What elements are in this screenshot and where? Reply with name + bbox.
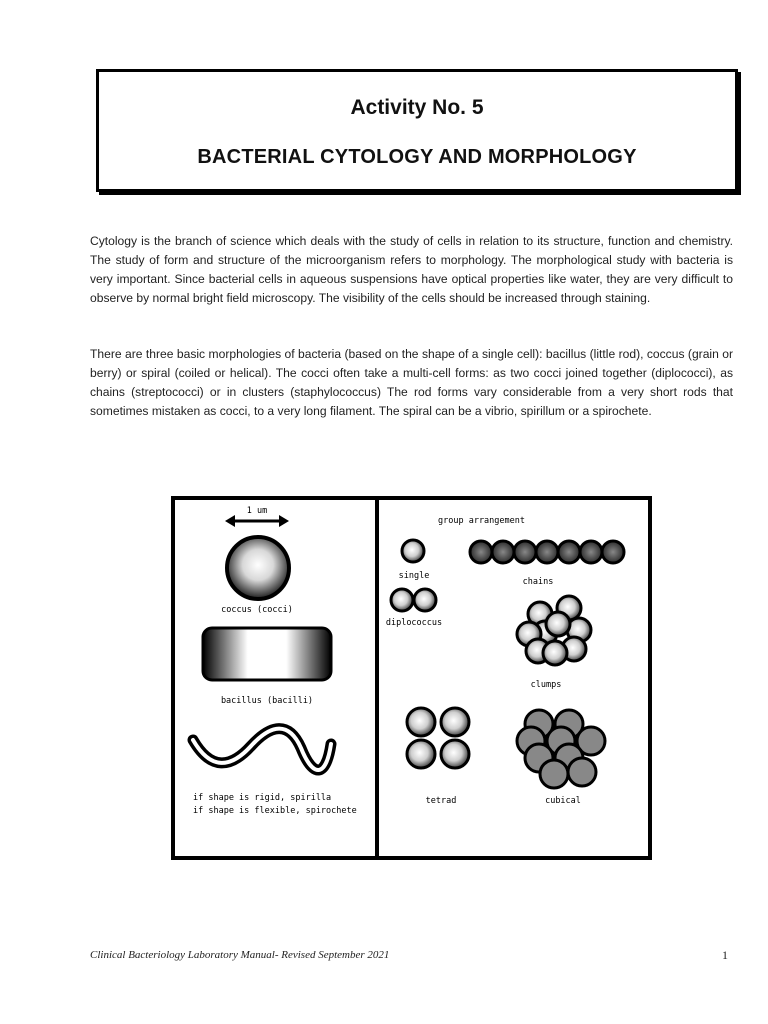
spiral-label-rigid: if shape is rigid, spirilla	[193, 793, 332, 803]
morphology-figure	[171, 496, 652, 860]
single-label: single	[398, 571, 430, 581]
cubical-label: cubical	[545, 796, 581, 806]
paragraph-cytology: Cytology is the branch of science which deals with the study of cells in relation to its structure, function and chemistry. The study of form and structure of the microorganism refers to morphology. The morphological study with bacteria is very important. Since bacterial cells in aqueous suspensions have optical properties like water, they are very difficult to observe by normal bright field microscopy. The visibility of the cells should be increased through staining.	[90, 234, 733, 305]
spiral-label-flexible: if shape is flexible, spirochete	[193, 806, 357, 816]
single-coccus	[402, 540, 424, 562]
paragraph-morphologies: There are three basic morphologies of bacteria (based on the shape of a single cell): bacillus (little rod), coccus (grain or berry) or spiral (coiled or helical). The cocci often take a multi-cell forms: as two cocci joined together (diplococci), as chains (streptococci) or in clusters (staphylococcus) The rod forms vary considerable from a very short rods that sometimes mistaken as cocci, to a very long filament. The spiral can be a vibrio, spirillum or a spirochete.	[90, 347, 733, 418]
footer-manual-title: Clinical Bacteriology Laboratory Manual- Revised September 2021	[90, 949, 390, 961]
scale-label: 1 um	[246, 506, 268, 516]
group-arrangement-title: group arrangement	[438, 516, 525, 526]
title-box	[96, 69, 738, 192]
activity-number: Activity No. 5	[350, 96, 484, 119]
coccus-shape	[227, 537, 289, 599]
page-number: 1	[722, 948, 728, 962]
diplococcus-label: diplococcus	[385, 618, 443, 628]
bacillus-shape	[203, 628, 331, 680]
bacillus-label: bacillus (bacilli)	[220, 696, 314, 706]
clumps-label: clumps	[530, 680, 562, 690]
coccus-label: coccus (cocci)	[221, 605, 293, 615]
page-title: BACTERIAL CYTOLOGY AND MORPHOLOGY	[197, 146, 637, 168]
chains-label: chains	[522, 577, 554, 587]
tetrad-label: tetrad	[425, 796, 457, 806]
